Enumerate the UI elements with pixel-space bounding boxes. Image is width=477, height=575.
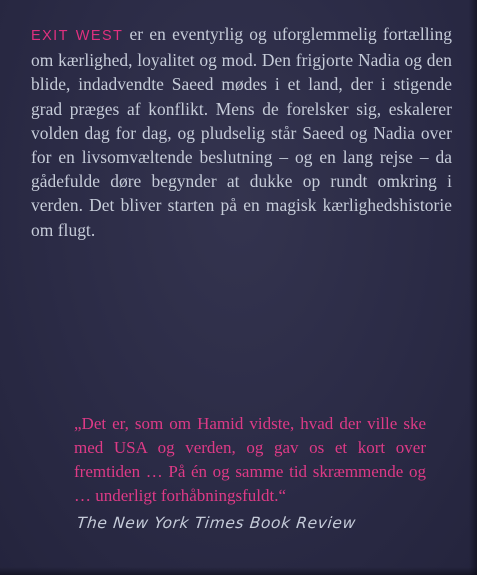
blurb-text: er en eventyrlig og uforglemmelig fortælling om kærlighed, loyalitet og mod. Den frigjorte Nadia og den blide, indadvendte Saeed mødes i et land, der i stigende grad præges af konflikt. Mens de forelsker sig, eskalerer volden dag for dag, og pludselig står Saeed og Nadia over for en livsomvæltende beslutning – og en lang rejse – da gådefulde døre begynder at dukke op rundt omkring i verden. Det bliver starten på en magisk kærlighedshistorie om flugt. [31, 24, 452, 240]
blurb-paragraph [31, 22, 452, 242]
review-quote: „Det er, som om Hamid vidste, hvad der ville ske med USA og verden, og gav os et kort over fremtiden … På én og samme tid skræmmende og … underligt forhåbningsfuldt.“ [74, 414, 426, 505]
quote-source-signature: The New York Times Book Review [76, 514, 357, 532]
book-title: EXIT WEST [31, 28, 124, 44]
cover-edge-shadow-bottom [0, 567, 477, 575]
cover-edge-shadow-right [469, 0, 477, 575]
